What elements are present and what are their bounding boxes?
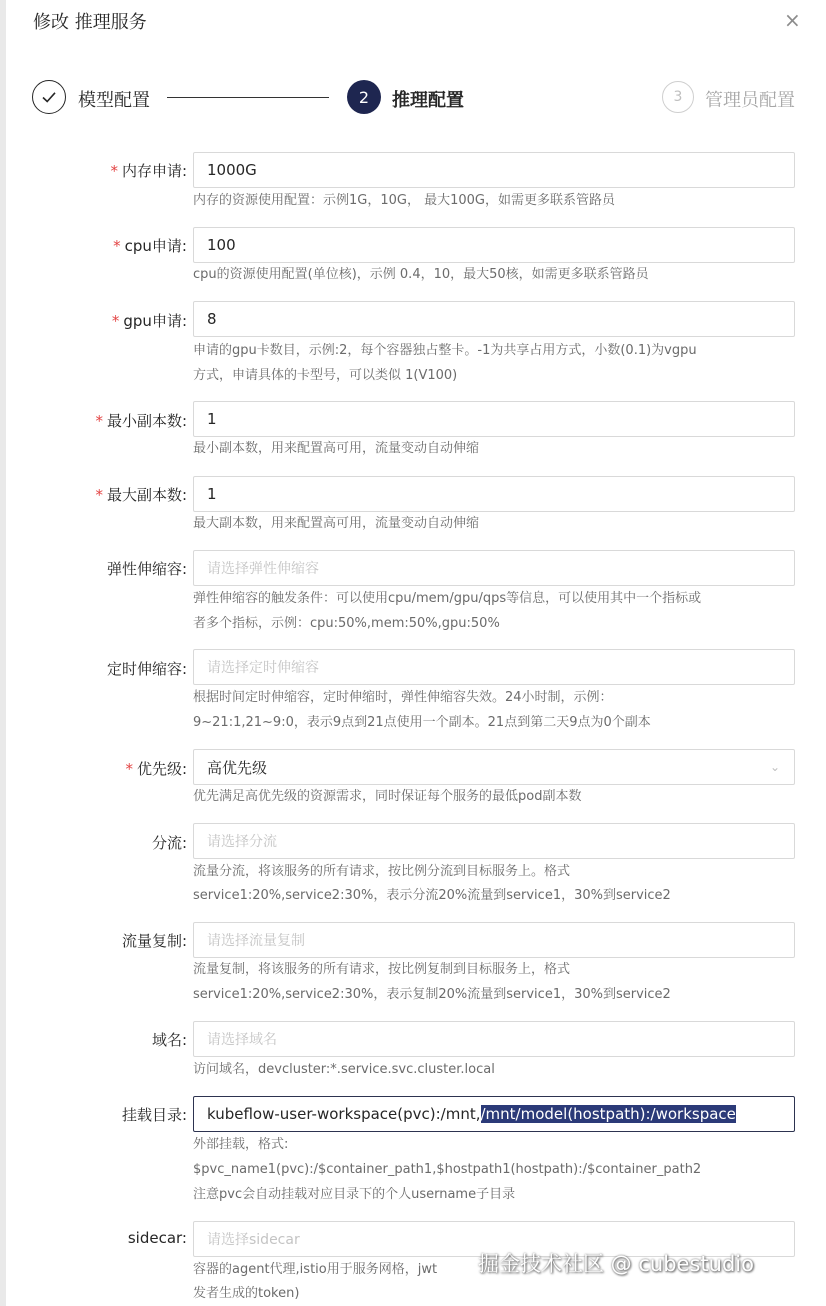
required-mark: * (110, 162, 118, 180)
close-icon[interactable]: × (784, 8, 801, 32)
shadow-label: 流量复制: (121, 932, 187, 950)
max-replicas-label (0, 484, 187, 505)
cron-hpa-help-line2: 9~21:1,21~9:0，表示9点到21点使用一个副本。21点到第二天9点为0个副本 (193, 715, 651, 730)
canary-select[interactable]: 请选择分流 (193, 823, 795, 859)
priority-help: 优先满足高优先级的资源需求，同时保证每个服务的最低pod副本数 (193, 789, 582, 804)
step-done-icon[interactable] (32, 80, 66, 114)
volume-mount-input[interactable] (193, 1096, 795, 1132)
hpa-select[interactable]: 请选择弹性伸缩容 (193, 550, 795, 586)
sidecar-select[interactable]: 请选择sidecar (193, 1221, 795, 1257)
step-label-admin[interactable]: 管理员配置 (705, 90, 795, 111)
step-connector (167, 97, 329, 98)
shadow-help-line2: service1:20%,service2:30%，表示复制20%流量到service1，30%到service2 (193, 987, 671, 1002)
max-replicas-help: 最大副本数，用来配置高可用，流量变动自动伸缩 (193, 516, 480, 531)
hpa-help-line1: 弹性伸缩容的触发条件：可以使用cpu/mem/gpu/qps等信息，可以使用其中一个指标或 (193, 591, 702, 606)
canary-help-line2: service1:20%,service2:30%，表示分流20%流量到service1，30%到service2 (193, 888, 671, 903)
gpu-help-line1: 申请的gpu卡数目，示例:2，每个容器独占整卡。-1为共享占用方式，小数(0.1)为vgpu (193, 343, 697, 358)
host-help: 访问域名，devcluster:*.service.svc.cluster.local (193, 1062, 495, 1077)
watermark: 掘金技术社区 @ cubestudio (478, 1252, 754, 1276)
required-mark: * (113, 237, 121, 255)
cron-hpa-help-line1: 根据时间定时伸缩容，定时伸缩时，弹性伸缩容失效。24小时制，示例： (193, 690, 613, 705)
dialog-title: 修改 推理服务 (33, 12, 147, 33)
step-number-2[interactable]: 2 (347, 80, 381, 114)
required-mark: * (111, 312, 120, 330)
shadow-help-line1: 流量复制，将该服务的所有请求，按比例复制到目标服务上，格式 (193, 962, 571, 977)
max-replicas-label-text: 最大副本数: (106, 486, 187, 504)
volume-mount-label: 挂载目录: (121, 1106, 187, 1124)
host-select[interactable]: 请选择域名 (193, 1021, 795, 1057)
priority-value: 高优先级 (207, 758, 268, 777)
hpa-label: 弹性伸缩容: (106, 560, 187, 578)
canary-label: 分流: (151, 834, 187, 852)
step-label-model[interactable]: 模型配置 (78, 90, 150, 111)
sidecar-label: sidecar: (127, 1229, 187, 1247)
volume-mount-help-line1: 外部挂载，格式: (193, 1137, 289, 1152)
min-replicas-help: 最小副本数，用来配置高可用，流量变动自动伸缩 (193, 441, 480, 456)
cpu-help: cpu的资源使用配置(单位核)，示例 0.4，10，最大50核，如需更多联系管路员 (193, 267, 649, 282)
check-icon (40, 88, 58, 106)
step-label-inference[interactable]: 推理配置 (392, 90, 464, 111)
step-number-3[interactable]: 3 (662, 81, 694, 113)
priority-select[interactable] (193, 749, 795, 785)
shadow-select[interactable]: 请选择流量复制 (193, 922, 795, 958)
sidecar-help-line1: 容器的agent代理,istio用于服务网格，jwt (193, 1262, 438, 1277)
priority-label (0, 758, 187, 779)
cron-hpa-label: 定时伸缩容: (106, 660, 187, 678)
gpu-label (0, 310, 187, 331)
gpu-help-line2: 方式，申请具体的卡型号，可以类似 1(V100) (193, 368, 458, 383)
sidecar-help-line2: 发者生成的token) (193, 1286, 300, 1301)
priority-label-text: 优先级: (136, 760, 187, 778)
volume-mount-selected-text: /mnt/model(hostpath):/workspace (480, 1105, 736, 1123)
chevron-down-icon: ⌄ (769, 760, 780, 774)
gpu-label-text: gpu申请: (123, 312, 187, 330)
min-replicas-label-text: 最小副本数: (106, 412, 187, 430)
hpa-help-line2: 者多个指标，示例：cpu:50%,mem:50%,gpu:50% (193, 616, 500, 631)
memory-help: 内存的资源使用配置：示例1G，10G， 最大100G，如需更多联系管路员 (193, 193, 615, 208)
volume-mount-value: kubeflow-user-workspace(pvc):/mnt, (207, 1105, 481, 1123)
required-mark: * (125, 760, 133, 778)
memory-label (0, 160, 187, 181)
volume-mount-help-line2: $pvc_name1(pvc):/$container_path1,$hostpath1(hostpath):/$container_path2 (193, 1162, 702, 1177)
required-mark: * (95, 486, 103, 504)
gpu-input[interactable]: 8 (193, 301, 795, 337)
memory-input[interactable]: 1000G (193, 152, 795, 188)
min-replicas-label (0, 410, 187, 431)
volume-mount-help-line3: 注意pvc会自动挂载对应目录下的个人username子目录 (193, 1187, 516, 1202)
required-mark: * (95, 412, 103, 430)
cpu-label (0, 235, 187, 256)
cron-hpa-select[interactable]: 请选择定时伸缩容 (193, 649, 795, 685)
canary-help-line1: 流量分流，将该服务的所有请求，按比例分流到目标服务上。格式 (193, 864, 571, 879)
cpu-label-text: cpu申请: (124, 237, 187, 255)
cpu-input[interactable]: 100 (193, 227, 795, 263)
min-replicas-input[interactable]: 1 (193, 401, 795, 437)
host-label: 域名: (151, 1031, 187, 1049)
memory-label-text: 内存申请: (121, 162, 187, 180)
max-replicas-input[interactable]: 1 (193, 476, 795, 512)
